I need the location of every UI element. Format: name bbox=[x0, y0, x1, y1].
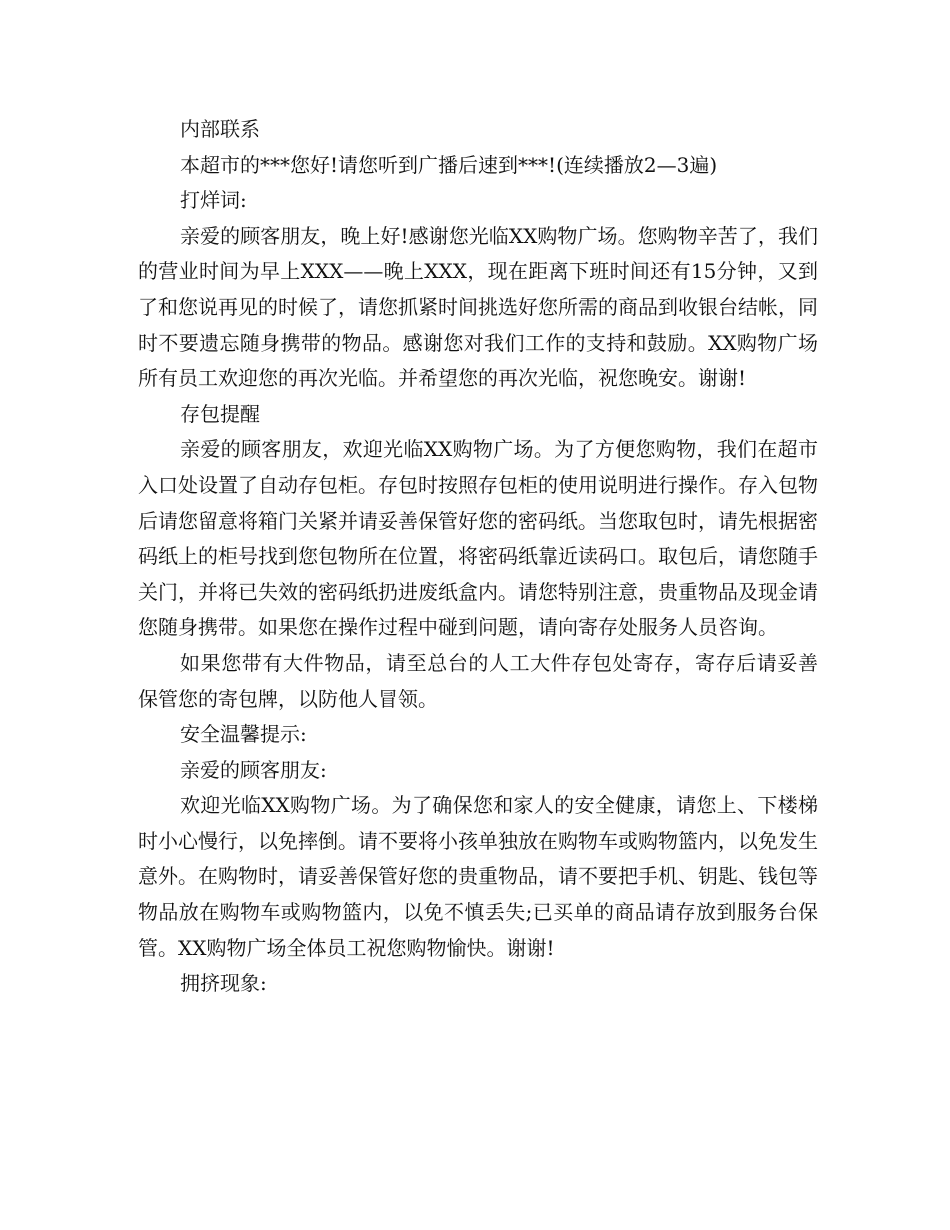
heading-closing-words: 打烊词: bbox=[180, 188, 247, 213]
heading-safety-tips: 安全温馨提示: bbox=[180, 722, 307, 747]
heading-internal-contact: 内部联系 bbox=[180, 117, 260, 141]
paragraph-safety-tips: 欢迎光临XX购物广场。为了确保您和家人的安全健康，请您上、下楼梯时小心慢行，以免摔倒。请不要将小孩单独放在购物车或购物篮内，以免发生意外。在购物时，请妥善保管好您的贵重物品，请不要把手机、钥匙、钱包等物品放在购物车或购物篮内，以免不慎丢失;已买单的商品请存放到服务台保管。XX购物广场全体员工祝您购物愉快。谢谢! bbox=[138, 793, 818, 960]
paragraph-bag-storage: 亲爱的顾客朋友，欢迎光临XX购物广场。为了方便您购物，我们在超市入口处设置了自动存包柜。存包时按照存包柜的使用说明进行操作。存入包物后请您留意将箱门关紧并请妥善保管好您的密码纸。当您取包时，请先根据密码纸上的柜号找到您包物所在位置，将密码纸靠近读码口。取包后，请您随手关门，并将已失效的密码纸扔进废纸盒内。请您特别注意，贵重物品及现金请您随身携带。如果您在操作过程中碰到问题，请向寄存处服务人员咨询。 bbox=[138, 437, 818, 640]
paragraph-internal-contact: 本超市的***您好!请您听到广播后速到***!(连续播放2—3遍) bbox=[180, 152, 718, 177]
salutation-dear-customers: 亲爱的顾客朋友: bbox=[180, 757, 327, 782]
paragraph-large-item-storage: 如果您带有大件物品，请至总台的人工大件存包处寄存，寄存后请妥善保管您的寄包牌，以防他人冒领。 bbox=[138, 650, 818, 711]
document-page bbox=[138, 112, 818, 1002]
heading-bag-storage-reminder: 存包提醒 bbox=[180, 401, 260, 426]
heading-crowding: 拥挤现象: bbox=[180, 971, 267, 996]
paragraph-closing-words: 亲爱的顾客朋友，晚上好!感谢您光临XX购物广场。您购物辛苦了，我们的营业时间为早上XXX——晚上XXX，现在距离下班时间还有15分钟，又到了和您说再见的时候了，请您抓紧时间挑选好您所需的商品到收银台结帐，同时不要遗忘随身携带的物品。感谢您对我们工作的支持和鼓励。XX购物广场所有员工欢迎您的再次光临。并希望您的再次光临，祝您晚安。谢谢! bbox=[138, 223, 818, 391]
